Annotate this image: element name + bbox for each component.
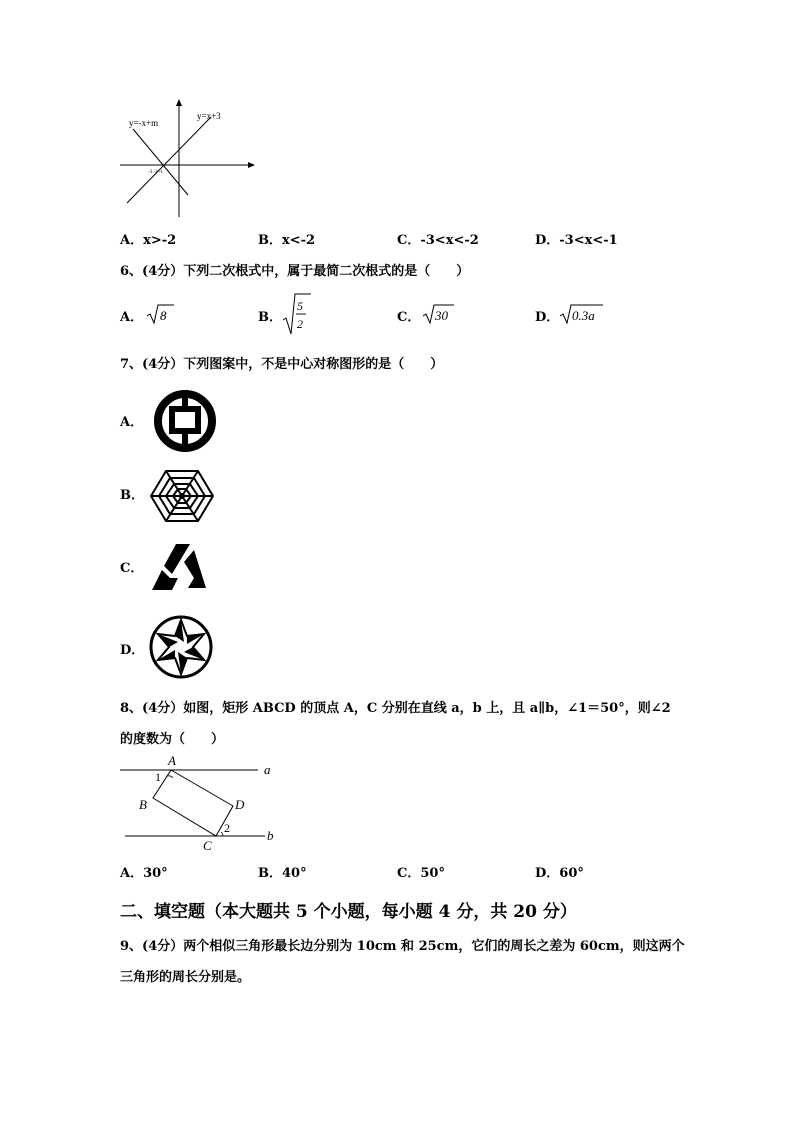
q6-option-b[interactable]: B． — [258, 310, 282, 325]
svg-text:C: C — [203, 838, 212, 853]
q5-graph — [115, 95, 265, 220]
line-y-x-plus-3 — [127, 117, 211, 203]
q8-stem-line1: 8、(4分）如图，矩形 ABCD 的顶点 A，C 分别在直线 a，b 上，且 a∥b，∠1＝50°，则∠2 — [120, 701, 671, 716]
svg-text:1: 1 — [155, 770, 161, 784]
q8-option-b[interactable]: B．40° — [258, 866, 307, 881]
q8-stem-line2: 的度数为（ ） — [120, 732, 225, 747]
section-2-title: 二、填空题（本大题共 5 个小题，每小题 4 分，共 20 分） — [120, 902, 577, 922]
q6-sqrt-0-3a — [559, 303, 605, 325]
svg-text:5: 5 — [297, 299, 303, 313]
q9-stem-line1: 9、(4分）两个相似三角形最长边分别为 10cm 和 25cm，它们的周长之差为 60cm，则这两个 — [120, 939, 685, 954]
q6-stem: 6、(4分）下列二次根式中，属于最简二次根式的是（ ） — [120, 264, 470, 279]
q6-sqrt-8 — [146, 303, 176, 325]
line2-label: y=x+3 — [197, 111, 221, 121]
svg-text:b: b — [267, 828, 274, 843]
q7-stem: 7、(4分）下列图案中，不是中心对称图形的是（ ） — [120, 357, 444, 372]
tick-labels: -3 -2 -1 — [148, 170, 163, 175]
q7-option-d[interactable]: D． — [120, 643, 145, 658]
svg-text:8: 8 — [160, 308, 167, 323]
q8-option-c[interactable]: C．50° — [397, 866, 445, 881]
bank-of-china-logo-icon — [152, 389, 220, 453]
q8-option-a[interactable]: A．30° — [120, 866, 168, 881]
q9-stem-line2: 三角形的周长分别是。 — [120, 970, 251, 985]
line-y-neg-x-plus-m — [133, 129, 188, 195]
q6-sqrt-30 — [422, 303, 456, 325]
svg-text:A: A — [168, 753, 176, 768]
q6-sqrt-5-over-2 — [282, 292, 314, 336]
rectangle-abcd — [153, 770, 233, 836]
q5-option-b[interactable]: B．x<-2 — [258, 233, 316, 248]
six-point-star-circle-icon — [146, 614, 216, 680]
q5-option-c[interactable]: C．-3<x<-2 — [397, 233, 479, 248]
spiderweb-hexagon-icon — [146, 469, 218, 525]
line1-label: y=-x+m — [129, 118, 159, 128]
y-axis-arrow — [176, 99, 182, 106]
svg-text:a: a — [264, 762, 271, 777]
q7-option-b[interactable]: B． — [120, 488, 144, 503]
svg-text:D: D — [235, 797, 245, 812]
x-axis-arrow — [248, 162, 255, 168]
svg-text:2: 2 — [297, 317, 303, 331]
q7-option-c[interactable]: C． — [120, 561, 144, 576]
q6-option-a[interactable]: A． — [120, 310, 144, 325]
svg-text:2: 2 — [224, 821, 230, 835]
q6-option-d[interactable]: D． — [535, 310, 560, 325]
q5-option-a[interactable]: A．x>-2 — [120, 233, 177, 248]
svg-text:0.3a: 0.3a — [572, 308, 595, 323]
svg-text:30: 30 — [435, 308, 448, 323]
svg-text:B: B — [139, 797, 147, 812]
q6-option-c[interactable]: C． — [397, 310, 421, 325]
q8-figure — [115, 750, 285, 856]
recycle-triangle-icon — [148, 542, 210, 594]
q8-option-d[interactable]: D．60° — [535, 866, 584, 881]
q5-option-d[interactable]: D．-3<x<-1 — [535, 233, 618, 248]
q7-option-a[interactable]: A． — [120, 415, 144, 430]
